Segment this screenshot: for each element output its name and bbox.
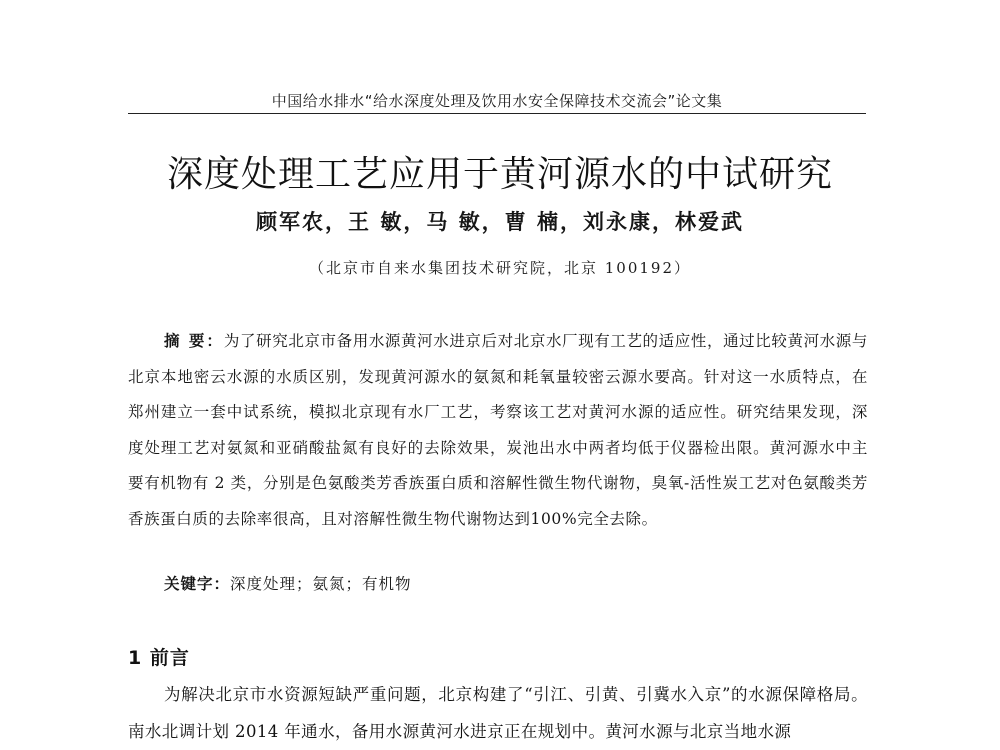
- paper-authors: 顾军农，王 敏，马 敏，曹 楠，刘永康，林爱武: [256, 209, 744, 234]
- keywords-text: 深度处理；氨氮；有机物: [230, 575, 412, 593]
- paper-title: 深度处理工艺应用于黄河源水的中试研究: [166, 154, 833, 195]
- introduction-paragraph: 为解决北京市水资源短缺严重问题，北京构建了“引江、引黄、引冀水入京”的水源保障格局。南水北调计划 2014 年通水，备用水源黄河水进京正在规划中。黄河水源与北京当地水源: [128, 685, 868, 741]
- keywords: [164, 572, 412, 594]
- paper-affiliation: （北京市自来水集团技术研究院，北京 100192）: [308, 259, 692, 277]
- abstract: [128, 324, 868, 537]
- running-header: 中国给水排水“给水深度处理及饮用水安全保障技术交流会”论文集: [271, 92, 723, 110]
- abstract-label: 摘 要：: [164, 332, 224, 350]
- keywords-label: 关键字：: [164, 575, 231, 593]
- header-rule: [128, 113, 866, 114]
- section-heading-introduction: 1 前言: [128, 647, 190, 669]
- abstract-text: 为了研究北京市备用水源黄河水进京后对北京水厂现有工艺的适应性，通过比较黄河水源与北京本地密云水源的水质区别，发现黄河源水的氨氮和耗氧量较密云源水要高。针对这一水质特点，在郑州建立一套中试系统，模拟北京现有水厂工艺，考察该工艺对黄河水源的适应性。研究结果发现，深度处理工艺对氨氮和亚硝酸盐氮有良好的去除效果，炭池出水中两者均低于仪器检出限。黄河源水中主要有机物有 2 类，分别是色氨酸类芳香族蛋白质和溶解性微生物代谢物，臭氧-活性炭工艺对色氨酸类芳香族蛋白质的去除率很高，且对溶解性微生物代谢物达到100%完全去除。: [128, 332, 868, 528]
